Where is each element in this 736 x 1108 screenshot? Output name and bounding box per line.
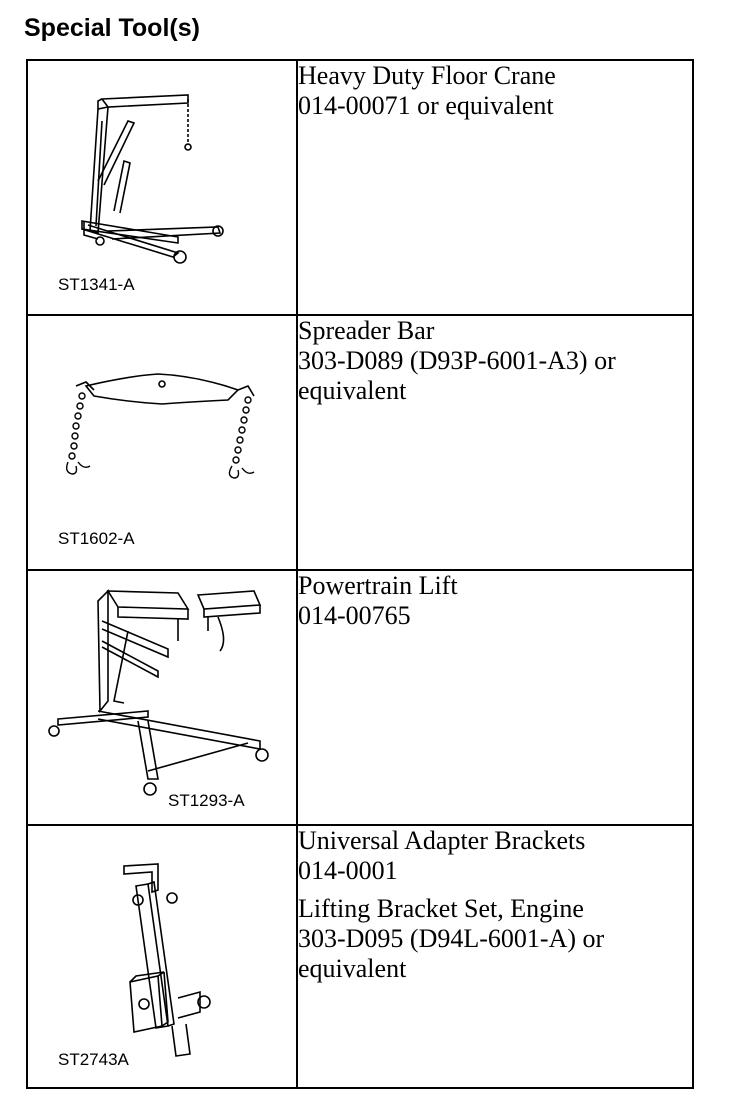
table-row	[27, 60, 693, 315]
table-row	[27, 315, 693, 570]
tool-description	[297, 570, 693, 825]
tool-part-number: 014-0001	[298, 856, 398, 885]
tool-code: ST1602-A	[58, 529, 135, 548]
tool-name: Heavy Duty Floor Crane	[298, 61, 556, 90]
tool-description	[297, 315, 693, 570]
tool-part-number: 014-00071 or equivalent	[298, 91, 554, 120]
tool-part-note: equivalent	[298, 954, 407, 983]
tool-name: Powertrain Lift	[298, 571, 458, 600]
adapter-bracket-illustration	[28, 826, 296, 1087]
tool-description	[297, 825, 693, 1088]
page-title: Special Tool(s)	[24, 14, 200, 42]
tool-part-note: equivalent	[298, 376, 407, 405]
tool-description	[297, 60, 693, 315]
tool-part-number: 303-D089 (D93P-6001-A3) or	[298, 346, 616, 375]
tool-code: ST1293-A	[168, 791, 245, 810]
tool-part-number: 303-D095 (D94L-6001-A) or	[298, 924, 605, 953]
special-tools-table	[26, 59, 694, 1089]
powertrain-lift-illustration	[28, 571, 296, 824]
tool-part-number: 014-00765	[298, 601, 411, 630]
tool-name: Universal Adapter Brackets	[298, 826, 586, 855]
tool-name: Lifting Bracket Set, Engine	[298, 894, 584, 923]
spacer	[298, 886, 692, 894]
tool-name: Spreader Bar	[298, 316, 435, 345]
tool-illustration-cell	[27, 315, 297, 570]
tool-illustration-cell	[27, 60, 297, 315]
tool-code: ST1341-A	[58, 275, 135, 294]
table-row	[27, 570, 693, 825]
tool-code: ST2743A	[58, 1050, 129, 1069]
tool-illustration-cell	[27, 825, 297, 1088]
tool-illustration-cell	[27, 570, 297, 825]
table-row	[27, 825, 693, 1088]
